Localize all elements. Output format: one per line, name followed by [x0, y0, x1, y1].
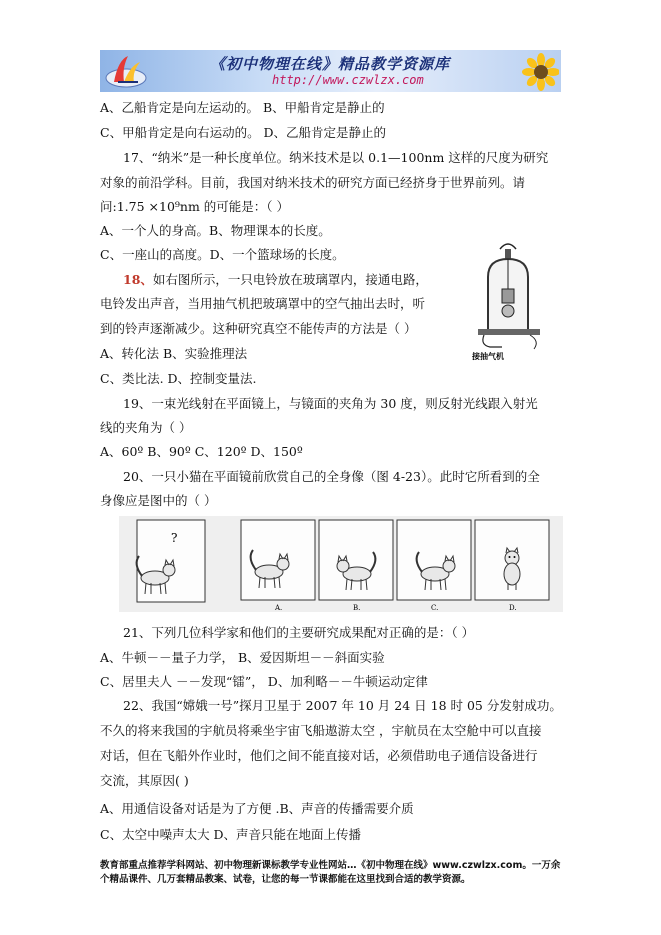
footer-line1: 教育部重点推荐学科网站、初中物理新课标教学专业性网站…《初中物理在线》www.czwlzx.com。一万余 [100, 860, 561, 871]
figure-option-d: D. [509, 604, 517, 612]
q17-text-line3: 问:1.75 ×10⁹nm 的可能是：（ ） [100, 199, 290, 214]
q18-text-line1 [123, 272, 428, 288]
bell-jar-apparatus [470, 237, 560, 362]
q22-text-line3: 对话，但在飞船外作业时，他们之间不能直接对话，必须借助电子通信设备进行 [100, 748, 538, 763]
q17-text-line2: 对象的前沿学科。目前，我国对纳米技术的研究方面已经挤身于世界前列。请 [100, 175, 526, 190]
q22-text-line1: 22、我国“嫦娥一号”探月卫星于 2007 年 10 月 24 日 18 时 05 分发射成功。 [123, 698, 562, 713]
figure-option-b: B. [353, 604, 361, 612]
cat-mirror-figure [119, 516, 563, 612]
q17-option-cd: C、一座山的高度。D、一个篮球场的长度。 [100, 247, 345, 262]
banner-url[interactable]: http://www.czwlzx.com [272, 73, 424, 87]
q18-text-line3: 到的铃声逐渐减少。这种研究真空不能传声的方法是（ ） [100, 321, 417, 336]
sunflower-icon [511, 52, 559, 92]
q20-text-line1: 20、一只小猫在平面镜前欣赏自己的全身像（图 4-23）。此时它所看到的全 [123, 469, 540, 484]
q22-option-cd: C、太空中噪声太大 D、声音只能在地面上传播 [100, 827, 362, 842]
q21-text: 21、下列几位科学家和他们的主要研究成果配对正确的是：（ ） [123, 625, 475, 640]
q20-text-line2: 身像应是图中的（ ） [100, 493, 217, 508]
q17-text-line1: 17、“纳米”是一种长度单位。纳米技术是以 0.1—100nm 这样的尺度为研究 [123, 150, 549, 165]
q21-option-cd: C、居里夫人 －－发现“镭”， D、加利略－－牛顿运动定律 [100, 674, 428, 689]
q16-option-ab: A、乙船肯定是向左运动的。 B、甲船肯定是静止的 [100, 100, 385, 115]
q18-number: 18、 [123, 272, 153, 287]
figure-question-mark: ? [171, 531, 178, 545]
q22-option-ab: A、用通信设备对话是为了方便 .B、声音的传播需要介质 [100, 801, 414, 816]
q18-option-cd: C、类比法. D、控制变量法. [100, 371, 257, 386]
q19-text-line1: 19、一束光线射在平面镜上，与镜面的夹角为 30 度，则反射光线跟入射光 [123, 396, 538, 411]
q17-option-ab: A、一个人的身高。B、物理课本的长度。 [100, 223, 331, 238]
q16-option-cd: C、甲船肯定是向右运动的。 D、乙船肯定是静止的 [100, 125, 387, 140]
footer-line2: 个精品课件、几万套精品教案、试卷，让您的每一节课都能在这里找到合适的教学资源。 [100, 874, 471, 885]
site-logo-icon [104, 52, 148, 90]
q18-option-ab: A、转化法 B、实验推理法 [100, 346, 248, 361]
q21-option-ab: A、牛顿－－量子力学， B、爱因斯坦－－斜面实验 [100, 650, 385, 665]
figure-option-c: C. [431, 604, 439, 612]
q18-text-line1-body: 如右图所示，一只电铃放在玻璃罩内，接通电路， [152, 272, 428, 287]
q18-text-line2: 电铃发出声音，当用抽气机把玻璃罩中的空气抽出去时，听 [100, 296, 426, 311]
apparatus-label: 接抽气机 [472, 352, 504, 361]
q19-text-line2: 线的夹角为（ ） [100, 420, 192, 435]
figure-option-a: A. [275, 604, 283, 612]
q22-text-line4: 交流，其原因( ) [100, 773, 189, 788]
q22-text-line2: 不久的将来我国的宇航员将乘坐宇宙飞船遨游太空 ，宇航员在太空舱中可以直接 [100, 723, 542, 738]
site-banner [100, 50, 561, 92]
q19-options: A、60º B、90º C、120º D、150º [100, 444, 303, 459]
banner-title: 《初中物理在线》精品教学资源库 [210, 55, 451, 73]
